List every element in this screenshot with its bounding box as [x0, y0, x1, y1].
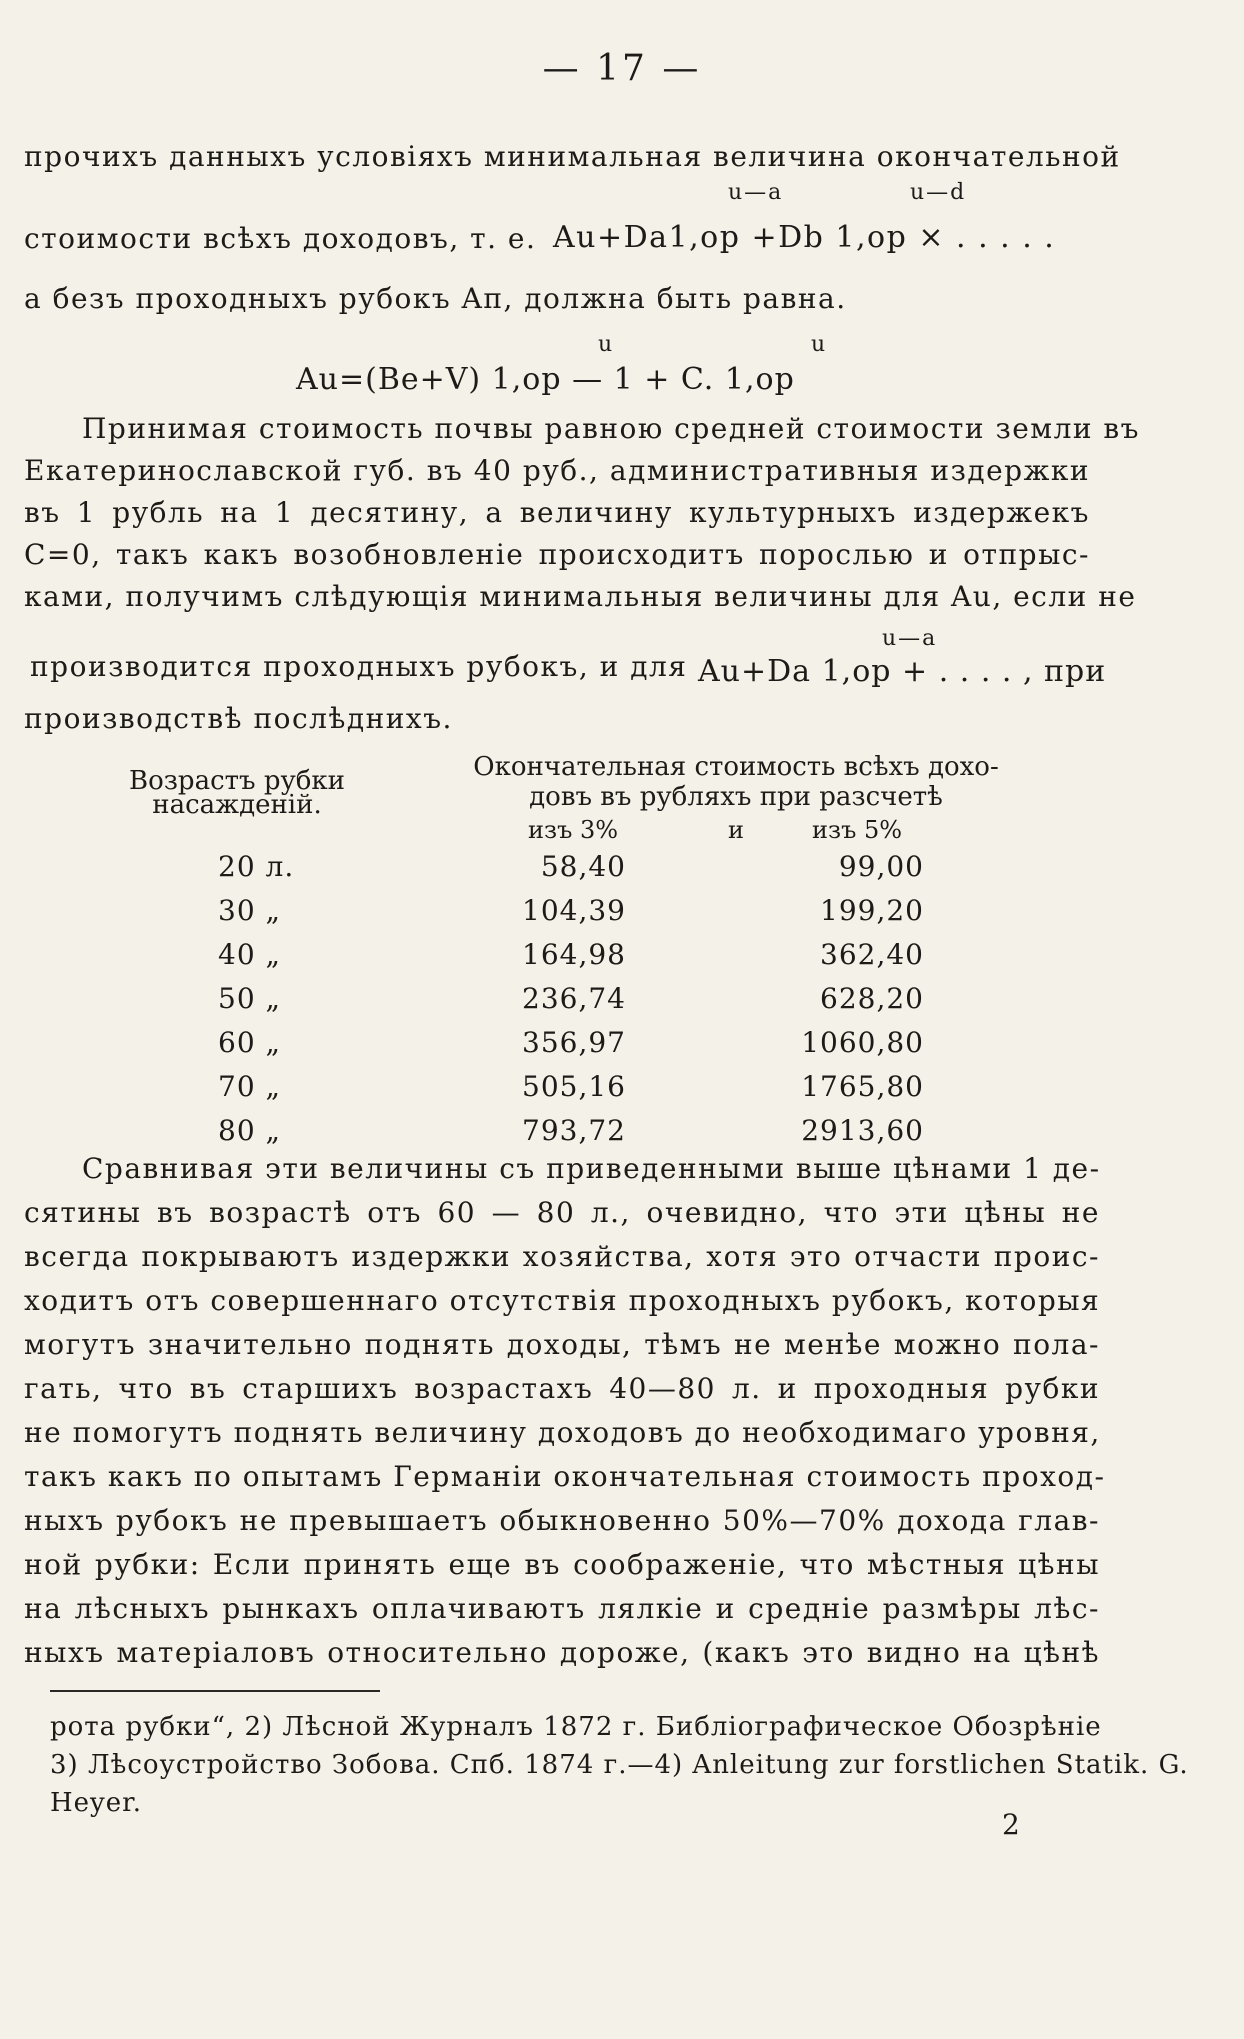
cell-5pct: 2913,60 [801, 1114, 924, 1147]
cell-5pct: 99,00 [838, 850, 924, 883]
cell-5pct: 1765,80 [801, 1070, 924, 1103]
footnote-divider [50, 1690, 380, 1692]
text-line: стоимости всѣхъ доходовъ, т. е. [24, 222, 537, 255]
paragraph-line: въ 1 рубль на 1 десятину, а величину культурныхъ издержекъ [24, 496, 1090, 529]
paragraph-line: ныхъ рубокъ не превышаетъ обыкновенно 50%—70% дохода глав- [24, 1504, 1100, 1537]
header-line: насажденій. [152, 790, 322, 820]
formula-with-thinnings: Au+Da 1,op + . . . . , при [698, 654, 1107, 689]
paragraph-line: производствѣ послѣднихъ. [24, 702, 453, 735]
cell-3pct: 58,40 [540, 850, 626, 883]
subheader-3pct: изъ 3% [528, 816, 619, 844]
paragraph-line: сятины въ возрастѣ отъ 60 — 80 л., очевидно, что эти цѣны не [24, 1196, 1100, 1229]
cell-5pct: 628,20 [820, 982, 924, 1015]
cell-3pct: 236,74 [522, 982, 626, 1015]
table-header-age [112, 766, 362, 820]
cell-3pct: 356,97 [522, 1026, 626, 1059]
formula-minimum-value: Au=(Be+V) 1,op — 1 + C. 1,op [296, 362, 795, 397]
footnote-line: рота рубки“, 2) Лѣсной Журналъ 1872 г. Библіографическое Обозрѣніе [50, 1712, 1102, 1742]
paragraph-line: ками, получимъ слѣдующія минимальныя величины для Au, если не [24, 580, 1137, 613]
subheader-5pct: изъ 5% [812, 816, 903, 844]
cell-5pct: 362,40 [820, 938, 924, 971]
paragraph-line: такъ какъ по опытамъ Германіи окончательная стоимость проход- [24, 1460, 1106, 1493]
cell-age: 70 „ [218, 1070, 282, 1103]
cell-age: 50 „ [218, 982, 282, 1015]
page-number: — 17 — [542, 48, 702, 89]
formula-total-income: Au+Da1,op +Db 1,op × . . . . . [553, 220, 1056, 255]
cell-3pct: 793,72 [522, 1114, 626, 1147]
formula-superscript: u [811, 332, 828, 357]
footnote-line: Heyer. [50, 1788, 142, 1818]
formula-superscript: u—a [728, 180, 784, 205]
signature-mark: 2 [1002, 1808, 1020, 1841]
cell-3pct: 104,39 [522, 894, 626, 927]
formula-superscript: u—a [882, 626, 938, 651]
paragraph-line: ной рубки: Если принять еще въ соображеніе, что мѣстныя цѣны [24, 1548, 1100, 1581]
cell-age: 40 „ [218, 938, 282, 971]
formula-superscript: u [598, 332, 615, 357]
paragraph-line: ныхъ матеріаловъ относительно дороже, (какъ это видно на цѣнѣ [24, 1636, 1100, 1669]
cell-3pct: 505,16 [522, 1070, 626, 1103]
cell-age: 60 „ [218, 1026, 282, 1059]
cell-5pct: 1060,80 [801, 1026, 924, 1059]
text-line: прочихъ данныхъ условіяхъ минимальная величина окончательной [24, 140, 1121, 173]
paragraph-line: Принимая стоимость почвы равною средней стоимости земли въ [82, 412, 1140, 445]
paragraph-line: на лѣсныхъ рынкахъ оплачиваютъ лялкіе и средніе размѣры лѣс- [24, 1592, 1100, 1625]
paragraph-line: Екатеринославской губ. въ 40 руб., административныя издержки [24, 454, 1090, 487]
paragraph-line: C=0, такъ какъ возобновленіе происходитъ порослью и отпрыс- [24, 538, 1090, 571]
text-line: а безъ проходныхъ рубокъ Aп, должна быть равна. [24, 282, 847, 315]
paragraph-line: Сравнивая эти величины съ приведенными выше цѣнами 1 де- [82, 1152, 1101, 1185]
cell-age: 30 „ [218, 894, 282, 927]
paragraph-line: гать, что въ старшихъ возрастахъ 40—80 л. и проходныя рубки [24, 1372, 1100, 1405]
formula-superscript: u—d [910, 180, 967, 205]
cell-3pct: 164,98 [522, 938, 626, 971]
table-header-value [456, 752, 1016, 812]
subheader-and: и [728, 816, 744, 844]
header-line: Окончательная стоимость всѣхъ дохо- [473, 752, 999, 782]
paragraph-line: ходитъ отъ совершеннаго отсутствія проходныхъ рубокъ, которыя [24, 1284, 1101, 1317]
cell-age: 20 л. [218, 850, 295, 883]
paragraph-line: могутъ значительно поднять доходы, тѣмъ не менѣе можно пола- [24, 1328, 1100, 1361]
footnote-line: 3) Лѣсоустройство Зобова. Спб. 1874 г.—4) Anleitung zur forstlichen Statik. G. [50, 1750, 1189, 1780]
cell-age: 80 „ [218, 1114, 282, 1147]
header-line: Возрастъ рубки [128, 766, 345, 796]
cell-5pct: 199,20 [820, 894, 924, 927]
paragraph-line: всегда покрываютъ издержки хозяйства, хотя это отчасти проис- [24, 1240, 1100, 1273]
paragraph-line: не помогутъ поднять величину доходовъ до необходимаго уровня, [24, 1416, 1101, 1449]
paragraph-line: производится проходныхъ рубокъ, и для [30, 650, 688, 683]
header-line: довъ въ рубляхъ при разсчетѣ [529, 782, 943, 812]
